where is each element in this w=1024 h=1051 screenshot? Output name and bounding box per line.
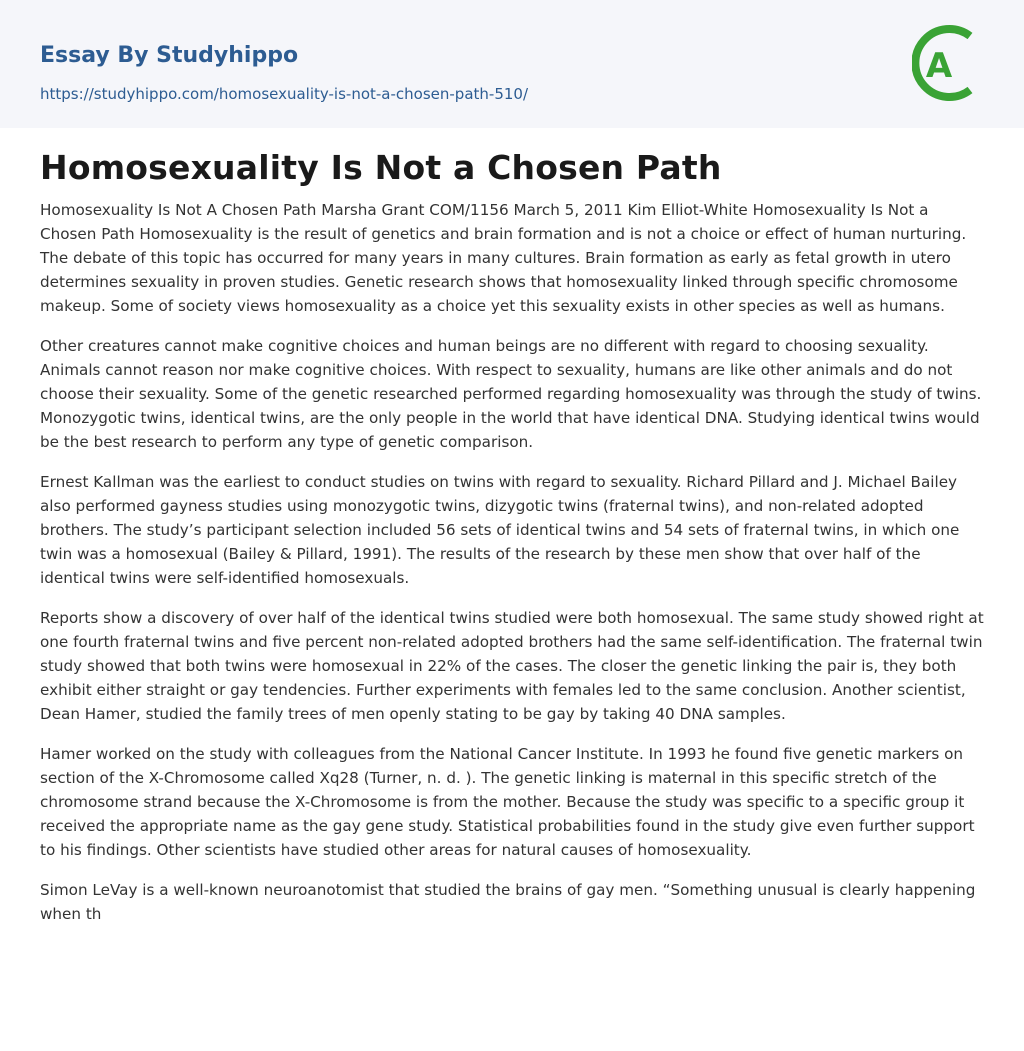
essay-paragraph-1: Homosexuality Is Not A Chosen Path Marsha Grant COM/1156 March 5, 2011 Kim Elliot-White Homosexuality Is Not a Chosen Path Homosexuality is the result of genetics and brain formation and is not a choice or effect of human nurturing. The debate of this topic has occurred for many years in many cultures. Brain formation as early as fetal growth in utero determines sexuality in proven studies. Genetic research shows that homosexuality linked through specific chromosome makeup. Some of society views homosexuality as a choice yet this sexuality exists in other species as well as humans. bbox=[40, 201, 967, 315]
essay-paragraph-3: Ernest Kallman was the earliest to conduct studies on twins with regard to sexuality. Richard Pillard and J. Michael Bailey also performed gayness studies using monozygotic twins, dizygotic twins (fraternal twins), and non-related adopted brothers. The study’s participant selection included 56 sets of identical twins and 54 sets of fraternal twins, in which one twin was a homosexual (Bailey & Pillard, 1991). The results of the research by these men show that over half of the identical twins were self-identified homosexuals. bbox=[40, 473, 960, 587]
essay-paragraph-5: Hamer worked on the study with colleagues from the National Cancer Institute. In 1993 he found five genetic markers on section of the X-Chromosome called Xq28 (Turner, n. d. ). The genetic linking is maternal in this specific stretch of the chromosome strand because the X-Chromosome is from the mother. Because the study was specific to a specific group it received the appropriate name as the gay gene study. Statistical probabilities found in the study give even further support to his findings. Other scientists have studied other areas for natural causes of homosexuality. bbox=[40, 745, 975, 859]
essay-paragraph-6: Simon LeVay is a well-known neuroanotomist that studied the brains of gay men. “Something unusual is clearly happening when th bbox=[40, 881, 976, 923]
site-header bbox=[0, 0, 1024, 128]
essay-paragraph-2: Other creatures cannot make cognitive choices and human beings are no different with regard to choosing sexuality. Animals cannot reason nor make cognitive choices. With respect to sexuality, humans are like other animals and do not choose their sexuality. Some of the genetic researched performed regarding homosexuality was through the study of twins. Monozygotic twins, identical twins, are the only people in the world that have identical DNA. Studying identical twins would be the best research to perform any type of genetic comparison. bbox=[40, 337, 982, 451]
essay-paragraph-4: Reports show a discovery of over half of the identical twins studied were both homosexual. The same study showed right at one fourth fraternal twins and five percent non-related adopted brothers had the same self-identification. The fraternal twin study showed that both twins were homosexual in 22% of the cases. The closer the genetic linking the pair is, they both exhibit either straight or gay tendencies. Further experiments with females led to the same conclusion. Another scientist, Dean Hamer, studied the family trees of men openly stating to be gay by taking 40 DNA samples. bbox=[40, 609, 984, 723]
essay-content bbox=[40, 144, 986, 942]
essay-title: Homosexuality Is Not a Chosen Path bbox=[40, 148, 722, 187]
studyhippo-logo-icon[interactable] bbox=[912, 20, 988, 106]
site-brand[interactable]: Essay By Studyhippo bbox=[40, 43, 299, 68]
essay-url-link[interactable]: https://studyhippo.com/homosexuality-is-not-a-chosen-path-510/ bbox=[40, 85, 528, 103]
logo-letter: A bbox=[925, 46, 953, 86]
